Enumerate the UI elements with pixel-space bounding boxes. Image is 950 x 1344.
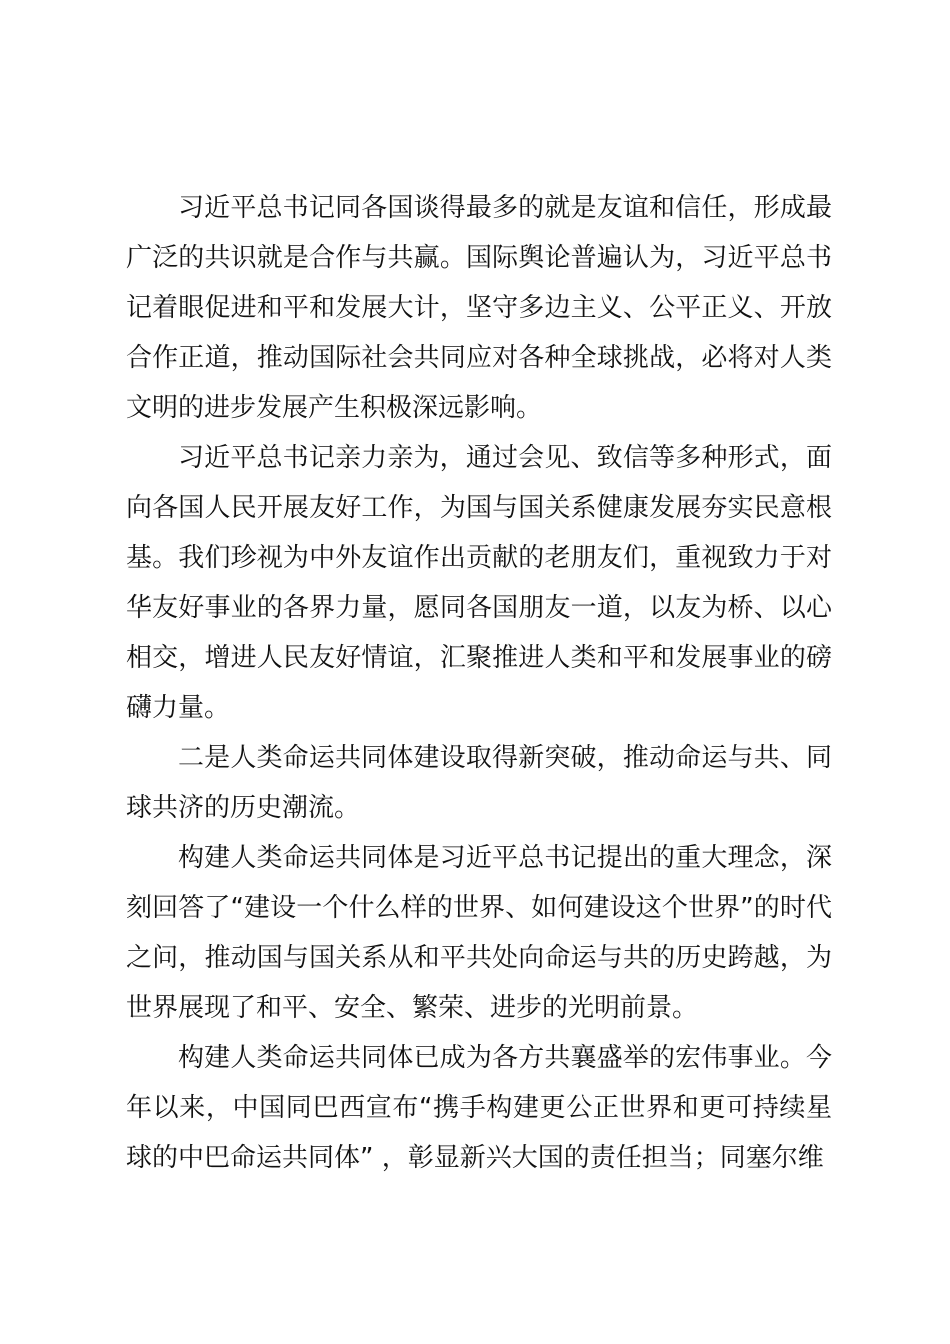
paragraph-3: 二是人类命运共同体建设取得新突破，推动命运与共、同球共济的历史潮流。 [126,743,832,823]
paragraph-4: 构建人类命运共同体是习近平总书记提出的重大理念，深刻回答了“建设一个什么样的世界、如何建设这个世界”的时代之问，推动国与国关系从和平共处向命运与共的历史跨越，为世界展现了和平、安全、繁荣、进步的光明前景。 [126,843,832,1023]
document-body [126,183,832,1183]
paragraph-5: 构建人类命运共同体已成为各方共襄盛举的宏伟事业。今年以来，中国同巴西宣布“携手构建更公正世界和更可持续星球的中巴命运共同体” ，彰显新兴大国的责任担当；同塞尔维 [126,1043,832,1173]
paragraph-2: 习近平总书记亲力亲为，通过会见、致信等多种形式，面向各国人民开展友好工作，为国与国关系健康发展夯实民意根基。我们珍视为中外友谊作出贡献的老朋友们，重视致力于对华友好事业的各界力量，愿同各国朋友一道，以友为桥、以心相交，增进人民友好情谊，汇聚推进人类和平和发展事业的磅礴力量。 [126,443,832,723]
paragraph-1: 习近平总书记同各国谈得最多的就是友谊和信任，形成最广泛的共识就是合作与共赢。国际舆论普遍认为，习近平总书记着眼促进和平和发展大计，坚守多边主义、公平正义、开放合作正道，推动国际社会共同应对各种全球挑战，必将对人类文明的进步发展产生积极深远影响。 [126,193,832,423]
